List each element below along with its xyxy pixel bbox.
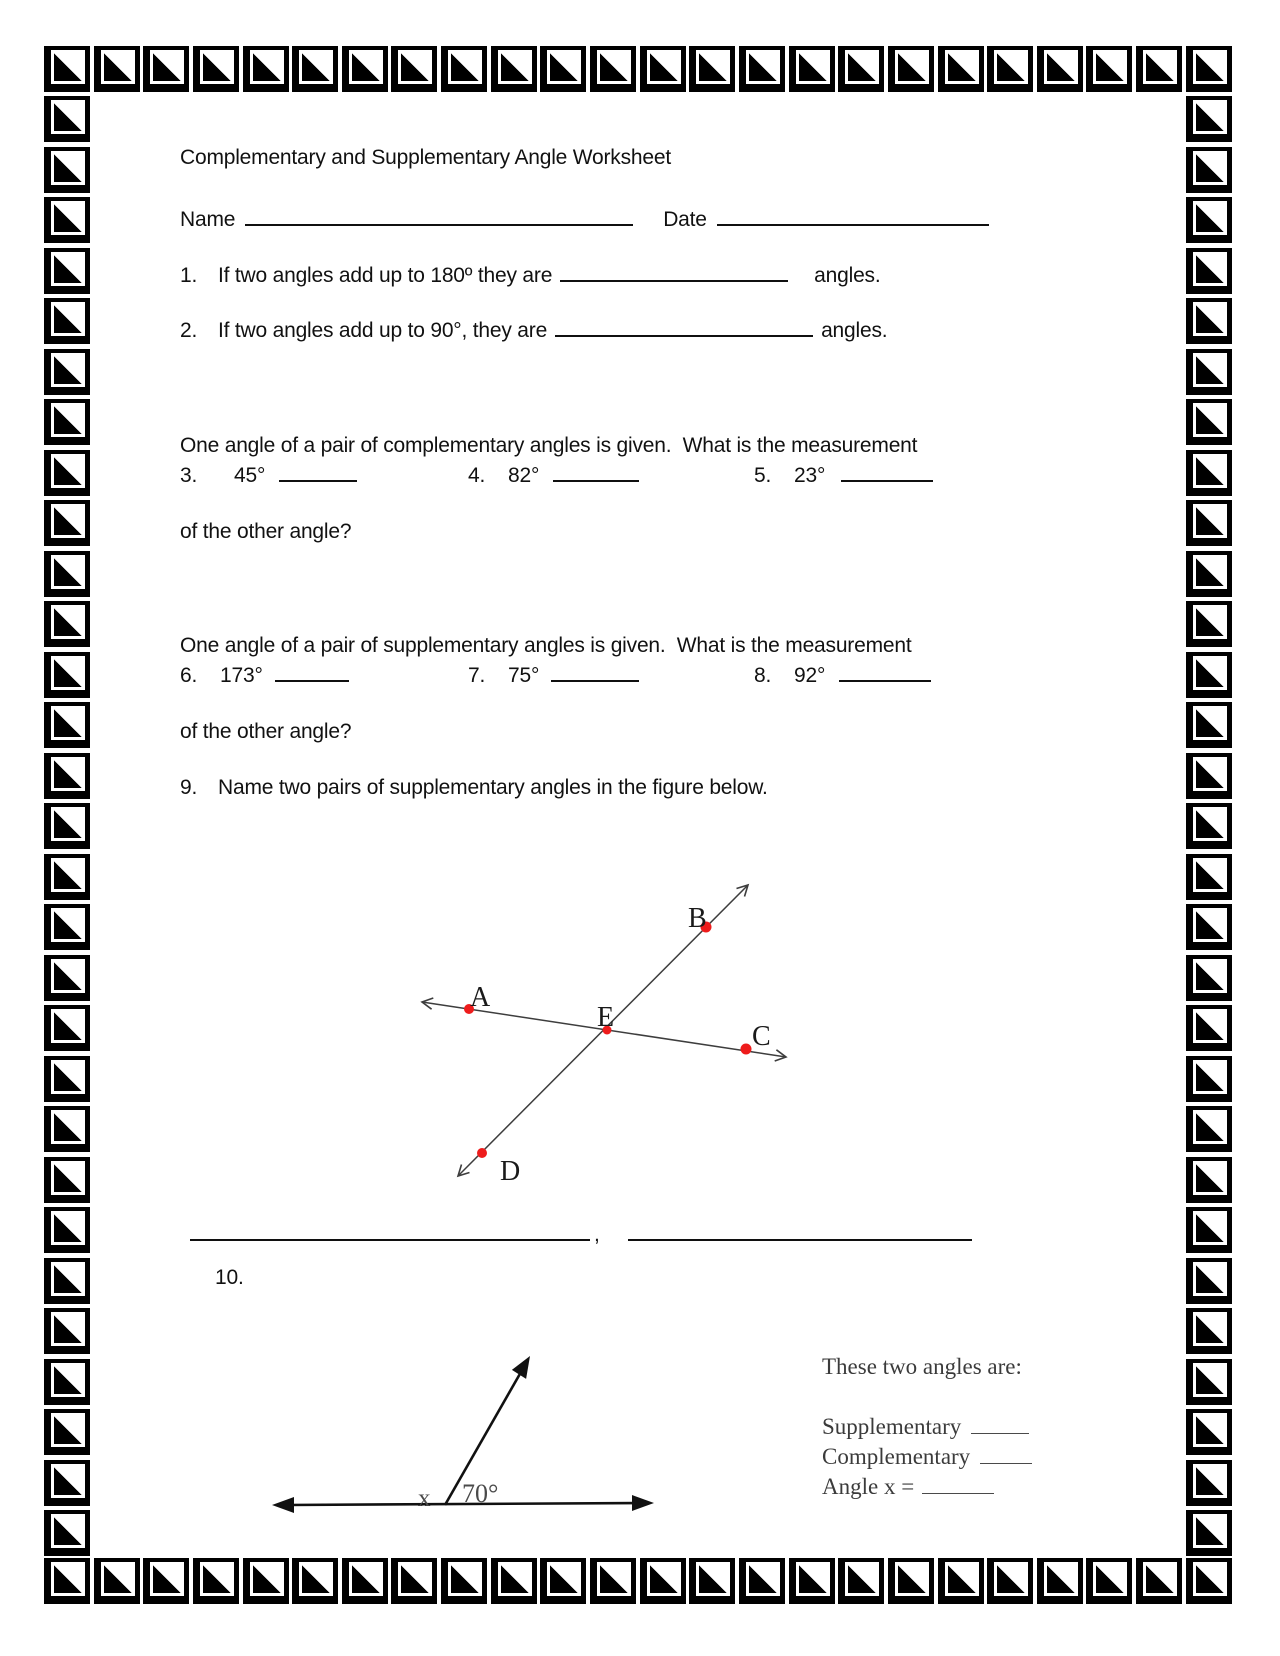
complementary-intro	[180, 375, 917, 603]
border-triangle-tile-icon	[342, 1558, 388, 1604]
border-triangle-tile-icon	[1186, 1157, 1232, 1203]
border-triangle-tile-icon	[44, 1005, 90, 1051]
border-triangle-tile-icon	[243, 1558, 289, 1604]
border-triangle-tile-icon	[1186, 803, 1232, 849]
border-triangle-tile-icon	[1037, 46, 1083, 92]
supplementary-option	[822, 1414, 1032, 1444]
border-triangle-tile-icon	[292, 1558, 338, 1604]
border-triangle-tile-icon	[540, 46, 586, 92]
border-triangle-tile-icon	[44, 399, 90, 445]
border-triangle-tile-icon	[1186, 1308, 1232, 1354]
angle-x-blank[interactable]	[922, 1476, 994, 1494]
border-triangle-tile-icon	[44, 147, 90, 193]
date-blank[interactable]	[717, 204, 989, 226]
border-triangle-tile-icon	[838, 46, 884, 92]
question-10-number: 10.	[215, 1266, 244, 1289]
border-triangle-tile-icon	[938, 1558, 984, 1604]
question-3-blank[interactable]	[279, 460, 357, 482]
name-label: Name	[180, 208, 236, 231]
border-triangle-tile-icon	[143, 46, 189, 92]
page-title: Complementary and Supplementary Angle Worksheet	[180, 146, 671, 169]
point-c-label: C	[752, 1021, 771, 1052]
border-triangle-tile-icon	[44, 652, 90, 698]
border-triangle-tile-icon	[441, 1558, 487, 1604]
question-9-answer-blank-1[interactable]	[190, 1219, 590, 1241]
border-triangle-tile-icon	[342, 46, 388, 92]
question-5-number: 5.	[754, 464, 772, 487]
answer-separator: ,	[594, 1223, 600, 1246]
border-triangle-tile-icon	[640, 46, 686, 92]
border-triangle-tile-icon	[739, 46, 785, 92]
border-triangle-tile-icon	[1186, 702, 1232, 748]
border-triangle-tile-icon	[1186, 1510, 1232, 1556]
border-triangle-tile-icon	[44, 1359, 90, 1405]
border-triangle-tile-icon	[391, 46, 437, 92]
border-triangle-tile-icon	[1186, 349, 1232, 395]
supplementary-intro-line2: of the other angle?	[180, 719, 352, 743]
solid-arrowhead-ray-icon	[512, 1356, 530, 1379]
questions-6-8-row	[180, 660, 931, 688]
border-triangle-tile-icon	[1186, 652, 1232, 698]
point-b-label: B	[688, 903, 707, 934]
solid-arrowhead-left-icon	[272, 1497, 294, 1513]
border-triangle-tile-icon	[44, 1207, 90, 1253]
border-triangle-tile-icon	[44, 551, 90, 597]
question-8	[754, 660, 931, 688]
point-d-label: D	[500, 1156, 521, 1187]
border-triangle-tile-icon	[1086, 1558, 1132, 1604]
border-triangle-tile-icon	[640, 1558, 686, 1604]
intersecting-lines-figure	[390, 830, 800, 1195]
border-triangle-tile-icon	[888, 1558, 934, 1604]
question-2-number: 2.	[180, 319, 198, 342]
question-8-angle: 92°	[794, 664, 826, 687]
border-triangle-tile-icon	[1186, 1359, 1232, 1405]
question-1-blank[interactable]	[560, 260, 788, 282]
border-triangle-tile-icon	[143, 1558, 189, 1604]
angle-70-label: 70°	[462, 1479, 499, 1508]
border-triangle-tile-icon	[1186, 904, 1232, 950]
question-4	[468, 460, 754, 488]
border-triangle-tile-icon	[292, 46, 338, 92]
question-4-number: 4.	[468, 464, 486, 487]
border-triangle-tile-icon	[1186, 1258, 1232, 1304]
border-triangle-tile-icon	[1186, 1005, 1232, 1051]
border-triangle-tile-icon	[1186, 399, 1232, 445]
border-triangle-tile-icon	[44, 904, 90, 950]
questions-3-5-row	[180, 460, 933, 488]
question-5-blank[interactable]	[841, 460, 933, 482]
border-top	[44, 46, 1232, 92]
border-triangle-tile-icon	[689, 46, 735, 92]
border-triangle-tile-icon	[44, 1558, 90, 1604]
supplementary-intro-line1: One angle of a pair of supplementary angles is given. What is the measurement	[180, 634, 912, 657]
border-triangle-tile-icon	[44, 955, 90, 1001]
border-triangle-tile-icon	[1186, 1056, 1232, 1102]
border-triangle-tile-icon	[1186, 248, 1232, 294]
border-triangle-tile-icon	[1186, 601, 1232, 647]
point-a-label: A	[470, 982, 491, 1013]
question-9-number: 9.	[180, 776, 198, 799]
angle-70-figure	[258, 1338, 678, 1533]
question-5-angle: 23°	[794, 464, 826, 487]
border-triangle-tile-icon	[540, 1558, 586, 1604]
border-triangle-tile-icon	[789, 1558, 835, 1604]
question-6-angle: 173°	[220, 664, 263, 687]
border-triangle-tile-icon	[44, 1106, 90, 1152]
border-triangle-tile-icon	[1186, 1558, 1232, 1604]
complementary-intro-line2: of the other angle?	[180, 519, 352, 543]
border-left	[44, 96, 90, 1556]
question-7	[468, 660, 754, 688]
name-blank[interactable]	[245, 204, 633, 226]
question-9-answer-blank-2[interactable]	[628, 1219, 972, 1241]
question-2-blank[interactable]	[555, 315, 813, 337]
border-triangle-tile-icon	[44, 753, 90, 799]
border-triangle-tile-icon	[44, 197, 90, 243]
border-triangle-tile-icon	[590, 46, 636, 92]
complementary-option	[822, 1444, 1032, 1474]
question-3-number: 3.	[180, 464, 198, 487]
border-triangle-tile-icon	[94, 46, 140, 92]
border-triangle-tile-icon	[1136, 46, 1182, 92]
border-triangle-tile-icon	[44, 96, 90, 142]
question-9	[180, 776, 768, 800]
angle-x-equals-label: Angle x =	[822, 1474, 915, 1499]
question-8-number: 8.	[754, 664, 772, 687]
border-triangle-tile-icon	[590, 1558, 636, 1604]
solid-arrowhead-right-icon	[632, 1495, 654, 1511]
border-triangle-tile-icon	[838, 1558, 884, 1604]
point-e-label: E	[597, 1002, 615, 1033]
border-triangle-tile-icon	[1186, 147, 1232, 193]
question-8-blank[interactable]	[839, 660, 931, 682]
border-triangle-tile-icon	[1037, 1558, 1083, 1604]
border-triangle-tile-icon	[1186, 551, 1232, 597]
question-6-blank[interactable]	[275, 660, 349, 682]
border-right	[1186, 96, 1232, 1556]
border-triangle-tile-icon	[739, 1558, 785, 1604]
question-4-blank[interactable]	[553, 460, 639, 482]
border-triangle-tile-icon	[689, 1558, 735, 1604]
border-triangle-tile-icon	[1186, 197, 1232, 243]
border-triangle-tile-icon	[1186, 500, 1232, 546]
question-2-suffix: angles.	[821, 319, 888, 342]
question-3-angle: 45°	[234, 464, 266, 487]
point-d-dot	[477, 1148, 487, 1158]
border-triangle-tile-icon	[789, 46, 835, 92]
angle-x-label: x	[418, 1485, 431, 1512]
border-triangle-tile-icon	[193, 46, 239, 92]
border-triangle-tile-icon	[44, 803, 90, 849]
border-triangle-tile-icon	[243, 46, 289, 92]
border-triangle-tile-icon	[938, 46, 984, 92]
border-triangle-tile-icon	[1186, 1460, 1232, 1506]
supplementary-intro	[180, 575, 911, 803]
border-triangle-tile-icon	[94, 1558, 140, 1604]
complementary-blank[interactable]	[980, 1446, 1032, 1464]
border-bottom	[44, 1558, 1232, 1604]
question-9-text: Name two pairs of supplementary angles in the figure below.	[218, 776, 768, 799]
question-1-text: If two angles add up to 180º they are	[218, 264, 553, 287]
border-triangle-tile-icon	[44, 1157, 90, 1203]
question-5	[754, 460, 933, 488]
question-7-blank[interactable]	[551, 660, 639, 682]
question-2	[180, 315, 887, 343]
angle-x-row	[822, 1474, 1032, 1504]
border-triangle-tile-icon	[441, 46, 487, 92]
border-triangle-tile-icon	[44, 450, 90, 496]
name-date-row	[180, 204, 989, 232]
supplementary-blank[interactable]	[971, 1416, 1029, 1434]
border-triangle-tile-icon	[44, 1510, 90, 1556]
border-triangle-tile-icon	[987, 1558, 1033, 1604]
border-triangle-tile-icon	[888, 46, 934, 92]
supplementary-label: Supplementary	[822, 1414, 962, 1439]
border-triangle-tile-icon	[44, 1308, 90, 1354]
border-triangle-tile-icon	[44, 854, 90, 900]
question-7-angle: 75°	[508, 664, 540, 687]
border-triangle-tile-icon	[1186, 298, 1232, 344]
border-triangle-tile-icon	[44, 1460, 90, 1506]
question-9-answer-row	[190, 1219, 972, 1247]
border-triangle-tile-icon	[44, 248, 90, 294]
border-triangle-tile-icon	[1086, 46, 1132, 92]
question-2-text: If two angles add up to 90°, they are	[218, 319, 548, 342]
complementary-intro-line1: One angle of a pair of complementary angles is given. What is the measurement	[180, 434, 918, 457]
border-triangle-tile-icon	[1186, 450, 1232, 496]
date-label: Date	[663, 208, 707, 231]
question-6	[180, 660, 468, 688]
point-c-dot	[741, 1044, 752, 1055]
border-triangle-tile-icon	[491, 46, 537, 92]
question-10-answer-box	[822, 1354, 1032, 1504]
border-triangle-tile-icon	[1186, 46, 1232, 92]
border-triangle-tile-icon	[193, 1558, 239, 1604]
complementary-label: Complementary	[822, 1444, 971, 1469]
border-triangle-tile-icon	[44, 1409, 90, 1455]
border-triangle-tile-icon	[1186, 753, 1232, 799]
border-triangle-tile-icon	[391, 1558, 437, 1604]
question-7-number: 7.	[468, 664, 486, 687]
answer-box-heading: These two angles are:	[822, 1354, 1022, 1379]
border-triangle-tile-icon	[44, 500, 90, 546]
question-6-number: 6.	[180, 664, 198, 687]
border-triangle-tile-icon	[1186, 955, 1232, 1001]
border-triangle-tile-icon	[1186, 1207, 1232, 1253]
border-triangle-tile-icon	[44, 702, 90, 748]
border-triangle-tile-icon	[1186, 854, 1232, 900]
question-3	[180, 460, 468, 488]
border-triangle-tile-icon	[44, 1258, 90, 1304]
border-triangle-tile-icon	[987, 46, 1033, 92]
border-triangle-tile-icon	[44, 601, 90, 647]
border-triangle-tile-icon	[44, 349, 90, 395]
border-triangle-tile-icon	[1186, 1409, 1232, 1455]
question-1	[180, 260, 881, 288]
border-triangle-tile-icon	[491, 1558, 537, 1604]
border-triangle-tile-icon	[44, 1056, 90, 1102]
border-triangle-tile-icon	[1136, 1558, 1182, 1604]
question-4-angle: 82°	[508, 464, 540, 487]
border-triangle-tile-icon	[44, 298, 90, 344]
border-triangle-tile-icon	[1186, 1106, 1232, 1152]
question-1-number: 1.	[180, 264, 198, 287]
border-triangle-tile-icon	[1186, 96, 1232, 142]
question-1-suffix: angles.	[814, 264, 881, 287]
border-triangle-tile-icon	[44, 46, 90, 92]
